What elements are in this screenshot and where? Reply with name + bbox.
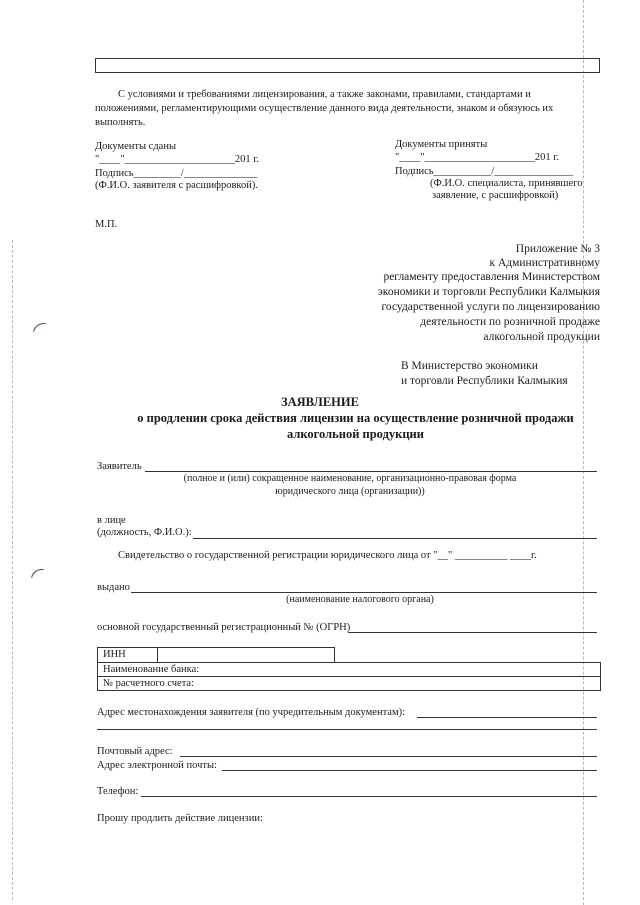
document-subtitle-2: алкогольной продукции xyxy=(287,427,424,441)
docs-submitted-signature[interactable]: Подпись_________/______________ xyxy=(95,168,258,179)
postal-label: Почтовый адрес: xyxy=(97,746,173,757)
inn-cell[interactable] xyxy=(97,647,335,663)
inn-label: ИНН xyxy=(103,649,126,660)
account-label: № расчетного счета: xyxy=(103,678,195,689)
conditions-line-3: выполнять. xyxy=(95,117,146,128)
email-label: Адрес электронной почты: xyxy=(97,760,217,771)
certificate-line[interactable]: Свидетельство о государственной регистрации юридического лица от "__" __________ ____г. xyxy=(118,550,537,561)
docs-submitted-date[interactable]: "____"_____________________201 г. xyxy=(95,154,259,165)
appendix-line-7: алкогольной продукции xyxy=(483,331,600,343)
conditions-line-1: С условиями и требованиями лицензирования, а также законами, правилами, стандартами и xyxy=(118,89,531,100)
request-label: Прошу продлить действие лицензии: xyxy=(97,813,263,824)
stamp-label: М.П. xyxy=(95,219,118,230)
bank-cell[interactable] xyxy=(97,662,601,677)
person-label-1: в лице xyxy=(97,515,126,526)
inn-divider xyxy=(157,647,158,663)
applicant-hint-1: (полное и (или) сокращенное наименование, организационно-правовая форма xyxy=(183,473,517,484)
appendix-line-3: регламенту предоставления Министерством xyxy=(383,271,600,283)
applicant-label: Заявитель xyxy=(97,461,142,472)
docs-submitted-title: Документы сданы xyxy=(95,141,177,152)
top-empty-field[interactable] xyxy=(95,58,600,73)
appendix-line-4: экономики и торговли Республики Калмыкия xyxy=(377,286,600,298)
docs-submitted-note: (Ф.И.О. заявителя с расшифровкой). xyxy=(95,180,258,191)
account-cell[interactable] xyxy=(97,676,601,691)
person-input-line[interactable] xyxy=(193,538,597,539)
appendix-line-6: деятельности по розничной продаже xyxy=(420,316,600,328)
appendix-line-2: к Административному xyxy=(489,257,600,269)
docs-accepted-title: Документы приняты xyxy=(395,139,488,150)
document-title: ЗАЯВЛЕНИЕ xyxy=(281,395,359,409)
addressee-line-1: В Министерство экономики xyxy=(401,360,538,372)
document-subtitle-1: о продлении срока действия лицензии на осуществление розничной продажи xyxy=(137,411,574,425)
email-input-line[interactable] xyxy=(222,770,597,771)
scan-edge-left xyxy=(12,240,13,900)
docs-accepted-note-1: (Ф.И.О. специалиста, принявшего xyxy=(430,178,583,189)
applicant-input-line[interactable] xyxy=(145,471,597,472)
address-input-line-1[interactable] xyxy=(417,717,597,718)
address-label: Адрес местонахождения заявителя (по учредительным документам): xyxy=(97,707,406,718)
docs-accepted-date[interactable]: "____"_____________________201 г. xyxy=(395,152,559,163)
docs-accepted-note-2: заявление, с расшифровкой) xyxy=(432,190,559,201)
punch-hole-mark-upper xyxy=(33,321,46,334)
issued-hint: (наименование налогового органа) xyxy=(286,594,434,605)
bank-label: Наименование банка: xyxy=(103,664,200,675)
address-input-line-2[interactable] xyxy=(97,729,597,730)
issued-input-line[interactable] xyxy=(131,592,597,593)
ogrn-label: основной государственный регистрационный № (ОГРН) xyxy=(97,622,351,633)
appendix-line-5: государственной услуги по лицензированию xyxy=(381,301,600,313)
conditions-line-2: положениями, регламентирующими осуществление данного вида деятельности, знаком и обязуюсь их xyxy=(95,103,554,114)
phone-input-line[interactable] xyxy=(141,796,597,797)
postal-input-line[interactable] xyxy=(180,756,597,757)
phone-label: Телефон: xyxy=(97,786,139,797)
addressee-line-2: и торговли Республики Калмыкия xyxy=(401,375,568,387)
issued-label: выдано xyxy=(97,582,130,593)
applicant-hint-2: юридического лица (организации)) xyxy=(275,486,425,497)
docs-accepted-signature[interactable]: Подпись___________/_______________ xyxy=(395,166,573,177)
appendix-line-1: Приложение № 3 xyxy=(515,243,600,255)
person-label-2: (должность, Ф.И.О.): xyxy=(97,527,192,538)
ogrn-input-line[interactable] xyxy=(348,632,597,633)
punch-hole-mark-lower xyxy=(31,567,44,580)
